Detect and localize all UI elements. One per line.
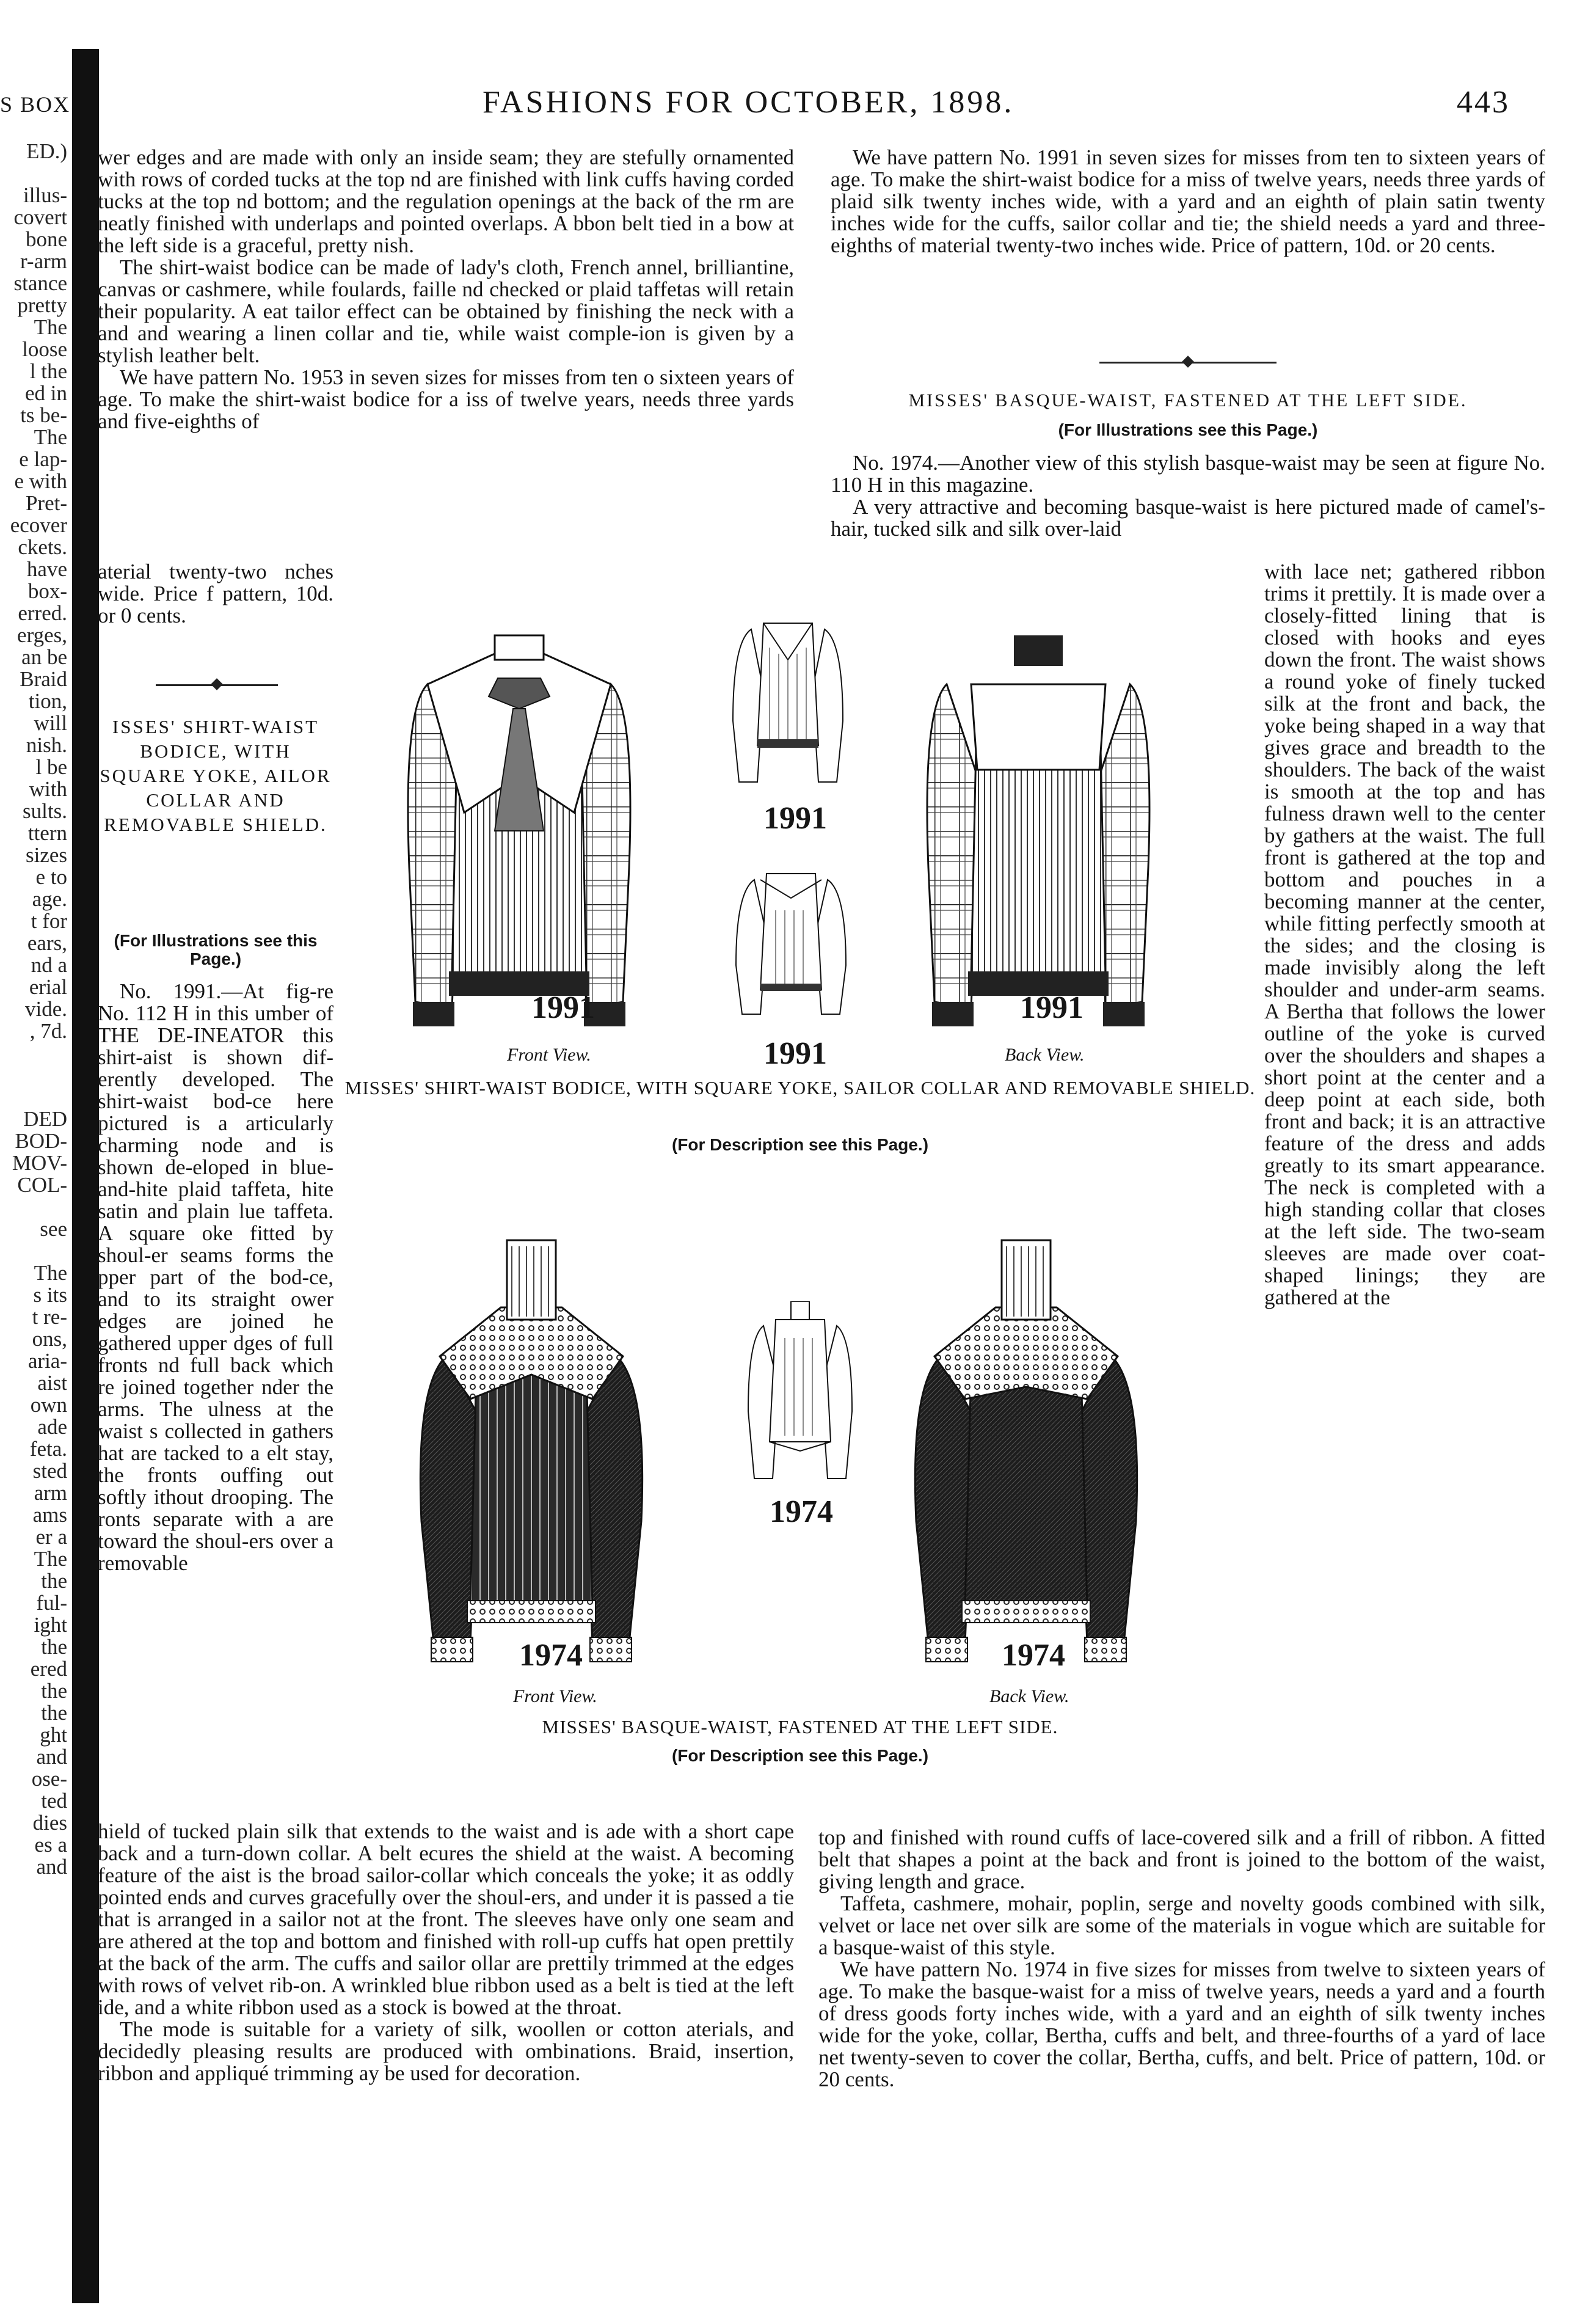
col1-para-3: We have pattern No. 1953 in seven sizes for misses from ten o sixteen years of age. To make the shirt-waist bodice for a iss of twelve years, needs three yards and five-eighths of bbox=[98, 365, 794, 433]
divider-ornament-1 bbox=[211, 678, 223, 690]
basque-1974-front-illustration bbox=[409, 1216, 654, 1680]
col2-para-1: We have pattern No. 1991 in seven sizes for misses from ten to sixteen years of age. To make the shirt-waist bodice for a miss of twelve years, needs three yards of plaid silk twenty inches wide, with a yard and an eighth of plain satin twenty inches wide for the cuffs, sailor collar and tie; the shield needs a yard and three-eighths of material twenty-two inches wide. Price of pattern, 10d. or 20 cents. bbox=[831, 145, 1545, 257]
column-2-bottom bbox=[818, 1827, 1545, 2091]
column-2-top bbox=[831, 147, 1545, 257]
column-2-intro bbox=[831, 452, 1545, 540]
col1-para-4-cont: hield of tucked plain silk that extends to the waist and is ade with a short cape back and a turn-down collar. A belt ecures the shield at the waist. A becoming feature of the aist is the broad sailor-collar which conceals the yoke; it as oddly pointed ends and curves gracefully over the shoul-ers, and under it is passed a tie that is arranged in a sailor not at the front. The sleeves have only one seam and are athered at the top and bottom and finished with roll-up cuffs hat open prettily at the back of the arm. The cuffs and sailor ollar are prettily trimmed at the edges with rows of velvet rib-on. A wrinkled blue ribbon used as a belt is tied at the left ide, and a white ribbon used as a stock is bowed at the throat. bbox=[98, 1819, 794, 2019]
col1-para-1: wer edges and are made with only an inside seam; they are stefully ornamented with rows of corded tucks at the top nd are finished with link cuffs having corded tucks at the top nd bottom; and the regulation openings at the back of the rm are neatly finished with underlaps and pointed overlaps. A bbon belt tied in a bow at the left side is a graceful, pretty nish. bbox=[98, 145, 794, 257]
column-1-top bbox=[98, 147, 794, 433]
figure-1991-back-view-label: Back View. bbox=[1005, 1045, 1085, 1065]
col1-para-4: No. 1991.—At fig-re No. 112 H in this umber of THE DE-INEATOR this shirt-aist is shown dif-erently developed. The shirt-waist bod-ce here pictured is a articularly charming node and is shown de-eloped in blue-and-hite plaid taffeta, hite satin and plain lue taffeta. A square oke fitted by shoul-er seams forms the pper part of the bod-ce, and to its straight ower edges are joined he gathered upper dges of full fronts nd full back which re joined together nder the arms. The ulness at the waist s collected in gathers hat are tacked to a elt stay, the fronts ouffing out softly ithout drooping. The ronts separate with a are toward the shoul-ers over a removable bbox=[98, 979, 333, 1575]
figure-1991 bbox=[342, 599, 1258, 1185]
bodice-1991-front-illustration bbox=[391, 611, 647, 1051]
col2-para-3-top: A very attractive and becoming basque-waist is here pictured made of camel's-hair, tucked silk and silk over-laid bbox=[831, 495, 1545, 541]
left-page-strip bbox=[0, 0, 78, 2324]
running-head: FASHIONS FOR OCTOBER, 1898. bbox=[483, 85, 1014, 120]
column-1-narrow bbox=[98, 561, 333, 627]
left-page-fragment-header: S BOX bbox=[0, 92, 71, 117]
section-note-1991: (For Illustrations see this Page.) bbox=[114, 931, 318, 968]
column-1-narrow-body bbox=[98, 981, 333, 1574]
bodice-1991-back-illustration bbox=[910, 611, 1167, 1051]
col1-para-2: The shirt-waist bodice can be made of lady's cloth, French annel, brilliantine, canvas or cashmere, while foulards, faille nd checked or plaid taffetas will retain their popularity. A eat tailor effect can be obtained by finishing the neck with a and and wearing a linen collar and tie, while waist comple-ion is given by a stylish leather belt. bbox=[98, 255, 794, 367]
col2-para-5: We have pattern No. 1974 in five sizes for misses from twelve to sixteen years of age. To make the basque-waist for a miss of twelve years, needs a yard and a fourth of dress goods forty inches wide, with a yard and an eighth of silk twenty inches wide for the yoke, collar, Bertha, cuffs and belt, and three-fourths of a yard of lace net twenty-seven to cover the collar, Bertha, cuffs, and belt. Price of pattern, 10d. or 20 cents. bbox=[818, 1957, 1545, 2091]
basque-1974-back-illustration bbox=[904, 1216, 1148, 1680]
bodice-1991-small-front-illustration bbox=[721, 599, 855, 800]
figure-1974-label-right: 1974 bbox=[1002, 1638, 1065, 1673]
column-2-narrow bbox=[1264, 561, 1545, 1309]
section-heading-1991: ISSES' SHIRT-WAIST BODICE, WITH SQUARE YOKE, AILOR COLLAR AND REMOVABLE SHIELD. bbox=[100, 716, 332, 835]
col2-para-3-bottom: top and finished with round cuffs of lace-covered silk and a frill of ribbon. A fitted belt that shapes a point at the back and front is joined to the bottom of the waist, giving length and grace. bbox=[818, 1825, 1545, 1893]
column-1-bottom bbox=[98, 1821, 794, 2085]
figure-1974-label-center: 1974 bbox=[770, 1494, 833, 1529]
col2-para-4: Taffeta, cashmere, mohair, poplin, serge and novelty goods combined with silk, velvet or lace net over silk are some of the materials in vogue which are suitable for a basque-waist of this style. bbox=[818, 1891, 1545, 1959]
col2-para-3-side: with lace net; gathered ribbon trims it prettily. It is made over a closely-fitted lining that is closed with hooks and eyes down the front. The waist shows a round yoke of finely tucked silk at the front and back, the yoke being shaped in a way that gives grace and breadth to the shoulders. The back of the waist is smooth at the top and has fulness drawn well to the center by gathers at the waist. The full front is gathered at the top and bottom and pouches in a becoming manner at the center, while fitting perfectly smooth at the sides; and the closing is made invisibly along the left shoulder and under-arm seams. A Bertha that follows the lower outline of the yoke is curved over the shoulders and shapes a short point at the center and a deep point at each side, both front and back; it is an attractive feature of the dress and adds greatly to its smart appearance. The neck is completed with a high standing collar that closes at the left side. The two-seam sleeves are made over coat-shaped linings; they are gathered at the bbox=[1264, 560, 1545, 1309]
figure-1991-label-left: 1991 bbox=[531, 990, 595, 1025]
figure-1991-label-center-top: 1991 bbox=[763, 801, 827, 836]
page-number: 443 bbox=[1457, 85, 1510, 120]
figure-1991-label-center-bottom: 1991 bbox=[763, 1036, 827, 1071]
bodice-1991-small-back-illustration bbox=[724, 855, 858, 1026]
figure-1991-note: (For Description see this Page.) bbox=[671, 1135, 929, 1154]
left-page-fragments: ED.) illus- covert bone r-arm stance pretty The loose l the ed in ts be- The e lap- e with Pret- ecover ckets. have box- erred. erges, an be Braid tion, will nish. l be with sults. ttern sizes e to age. t for ears, nd a erial vide. , 7d. DED BOD- MOV- COL- see The s its t re- ons, aria- aist own ade feta. sted arm ams er a The the ful- ight the ered the the ght and ose- ted dies es a and bbox=[10, 141, 67, 1878]
figure-1974 bbox=[342, 1216, 1258, 1802]
basque-1974-small-front-illustration bbox=[739, 1301, 861, 1491]
col1-para-5: The mode is suitable for a variety of silk, woollen or cotton aterials, and decidedly pleasing results are produced with ombinations. Braid, insertion, ribbon and appliqué trimming ay be used for decoration. bbox=[98, 2017, 794, 2085]
col2-para-2: No. 1974.—Another view of this stylish basque-waist may be seen at figure No. 110 H in this magazine. bbox=[831, 451, 1545, 497]
figure-1974-note: (For Description see this Page.) bbox=[671, 1746, 929, 1765]
figure-1991-caption: MISSES' SHIRT-WAIST BODICE, WITH SQUARE YOKE, SAILOR COLLAR AND REMOVABLE SHIELD. bbox=[344, 1077, 1256, 1098]
figure-1991-front-view-label: Front View. bbox=[507, 1045, 591, 1065]
figure-1991-label-right: 1991 bbox=[1020, 990, 1084, 1025]
binding-bar bbox=[72, 49, 99, 2303]
section-note-1974: (For Illustrations see this Page.) bbox=[1058, 420, 1318, 439]
figure-1974-back-view-label: Back View. bbox=[989, 1686, 1069, 1706]
col1-para-3-cont: aterial twenty-two nches wide. Price f pattern, 10d. or 0 cents. bbox=[98, 560, 333, 627]
figure-1974-caption: MISSES' BASQUE-WAIST, FASTENED AT THE LEFT SIDE. bbox=[542, 1716, 1058, 1738]
figure-1974-label-left: 1974 bbox=[519, 1638, 583, 1673]
section-heading-1974: MISSES' BASQUE-WAIST, FASTENED AT THE LEFT SIDE. bbox=[908, 390, 1468, 411]
figure-1974-front-view-label: Front View. bbox=[513, 1686, 597, 1706]
divider-ornament-2 bbox=[1182, 356, 1194, 368]
